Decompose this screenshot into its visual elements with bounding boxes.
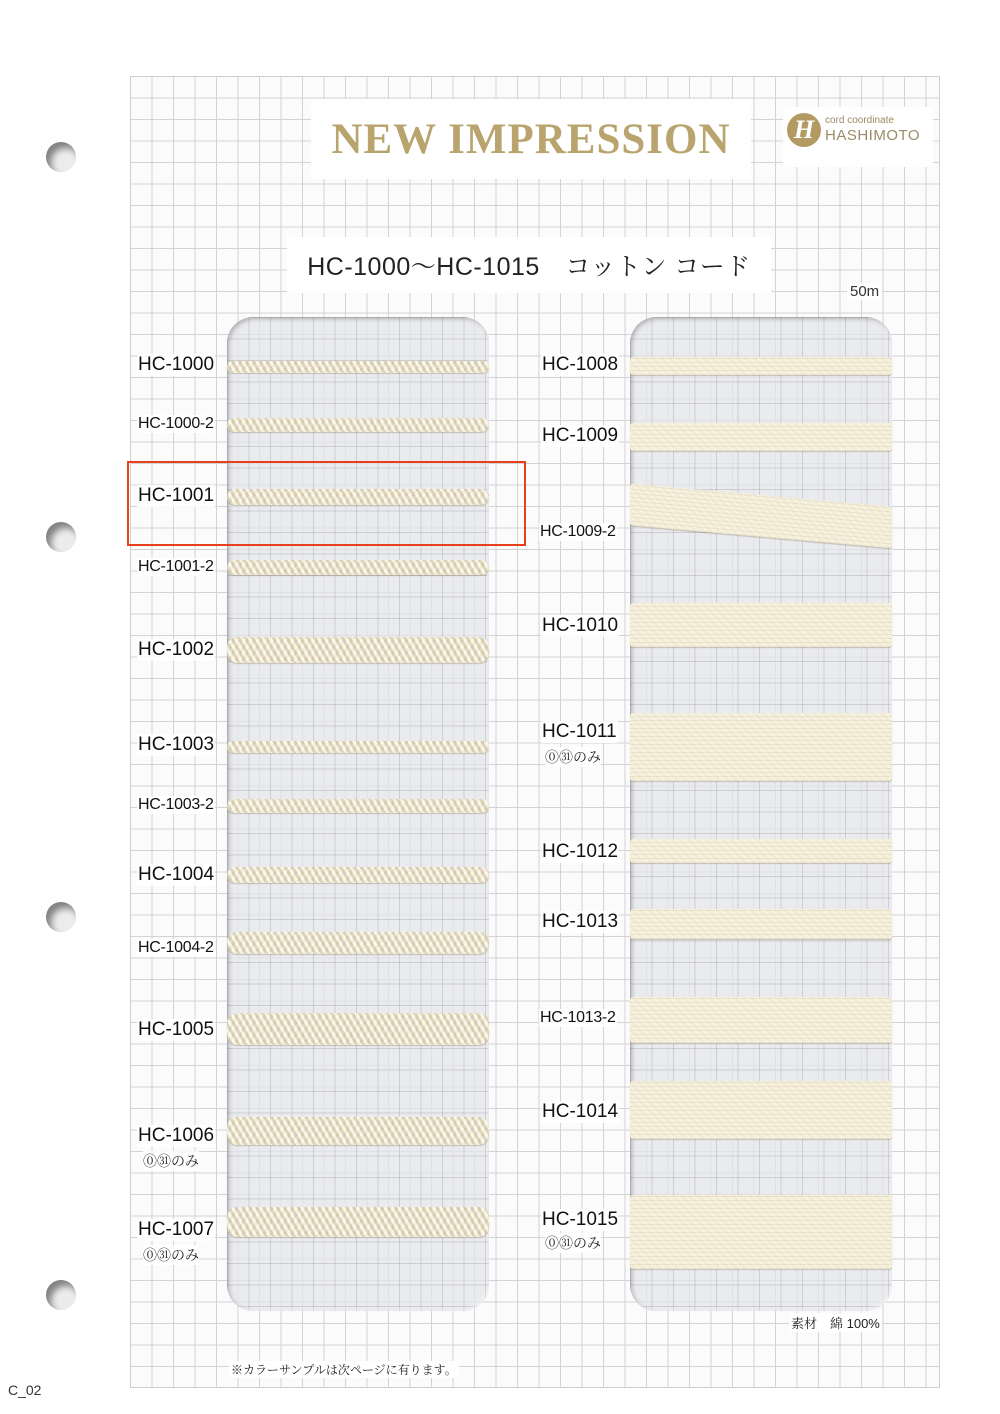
cord-sample-hc-1001-2	[227, 560, 489, 575]
product-code-hc-1008: HC-1008	[542, 354, 619, 375]
cord-sample-hc-1003	[227, 741, 489, 753]
cord-sample-hc-1003-2	[227, 799, 489, 813]
product-code-hc-1001: HC-1001	[138, 485, 215, 506]
product-code-hc-1013-2: HC-1013-2	[540, 1009, 616, 1026]
logo-tagline: cord coordinate	[825, 115, 894, 126]
product-code-hc-1003-2: HC-1003-2	[138, 796, 214, 813]
page-code: C_02	[8, 1382, 42, 1398]
cord-sample-hc-1010	[630, 603, 892, 647]
length-label: 50m	[847, 283, 882, 300]
product-code-hc-1004-2: HC-1004-2	[138, 939, 214, 956]
cord-sample-hc-1000	[227, 361, 489, 373]
product-code-hc-1013: HC-1013	[542, 911, 619, 932]
color-limit-note-hc-1015: ⓪㉛のみ	[545, 1235, 601, 1251]
logo-name: HASHIMOTO	[825, 127, 921, 144]
product-code-hc-1014: HC-1014	[542, 1101, 619, 1122]
cord-sample-hc-1004-2	[227, 932, 489, 954]
cord-sample-hc-1005	[227, 1013, 489, 1045]
selection-highlight-hc-1001	[127, 461, 526, 546]
cord-sample-hc-1008	[630, 357, 892, 375]
cord-sample-hc-1007	[227, 1207, 489, 1237]
logo-mark-icon: H	[787, 113, 821, 147]
page-title: NEW IMPRESSION	[331, 115, 731, 163]
binder-hole-middle-lower	[46, 902, 76, 932]
product-code-hc-1000-2: HC-1000-2	[138, 415, 214, 432]
cord-sample-hc-1004	[227, 867, 489, 883]
color-limit-note-hc-1011: ⓪㉛のみ	[545, 749, 601, 765]
product-code-hc-1006: HC-1006	[138, 1125, 215, 1146]
product-code-hc-1011: HC-1011	[542, 721, 617, 742]
product-range-subtitle: HC-1000〜HC-1015 コットン コード	[307, 253, 751, 281]
product-code-hc-1001-2: HC-1001-2	[138, 558, 214, 575]
color-limit-note-hc-1006: ⓪㉛のみ	[143, 1153, 199, 1169]
product-code-hc-1012: HC-1012	[542, 841, 619, 862]
product-code-hc-1002: HC-1002	[138, 639, 215, 660]
product-code-hc-1003: HC-1003	[138, 734, 215, 755]
product-code-hc-1009: HC-1009	[542, 425, 619, 446]
cord-sample-hc-1014	[630, 1081, 892, 1139]
cord-sample-hc-1011	[630, 713, 892, 781]
binder-hole-top	[46, 142, 76, 172]
color-sample-footnote: ※カラーサンプルは次ページに有ります。	[231, 1363, 457, 1377]
binder-hole-middle-upper	[46, 522, 76, 552]
brand-logo	[783, 107, 933, 167]
sample-panel-right	[630, 317, 892, 1311]
product-code-hc-1004: HC-1004	[138, 864, 215, 885]
cord-sample-hc-1000-2	[227, 418, 489, 432]
cord-sample-hc-1013-2	[630, 997, 892, 1043]
product-code-hc-1009-2: HC-1009-2	[540, 523, 616, 540]
material-spec: 素材 綿 100%	[789, 1313, 882, 1332]
product-code-hc-1000: HC-1000	[138, 354, 215, 375]
binder-hole-bottom	[46, 1280, 76, 1310]
cord-sample-hc-1002	[227, 637, 489, 663]
cord-sample-hc-1013	[630, 909, 892, 939]
cord-sample-hc-1006	[227, 1117, 489, 1145]
cord-sample-hc-1015	[630, 1195, 892, 1269]
color-limit-note-hc-1007: ⓪㉛のみ	[143, 1247, 199, 1263]
subtitle-banner	[287, 237, 771, 293]
product-code-hc-1010: HC-1010	[542, 615, 619, 636]
title-banner	[311, 99, 751, 179]
product-code-hc-1015: HC-1015	[542, 1209, 619, 1230]
cord-sample-hc-1009	[630, 423, 892, 451]
cord-sample-hc-1012	[630, 839, 892, 863]
product-code-hc-1007: HC-1007	[138, 1219, 215, 1240]
catalog-sheet	[130, 76, 940, 1388]
product-code-hc-1005: HC-1005	[138, 1019, 215, 1040]
